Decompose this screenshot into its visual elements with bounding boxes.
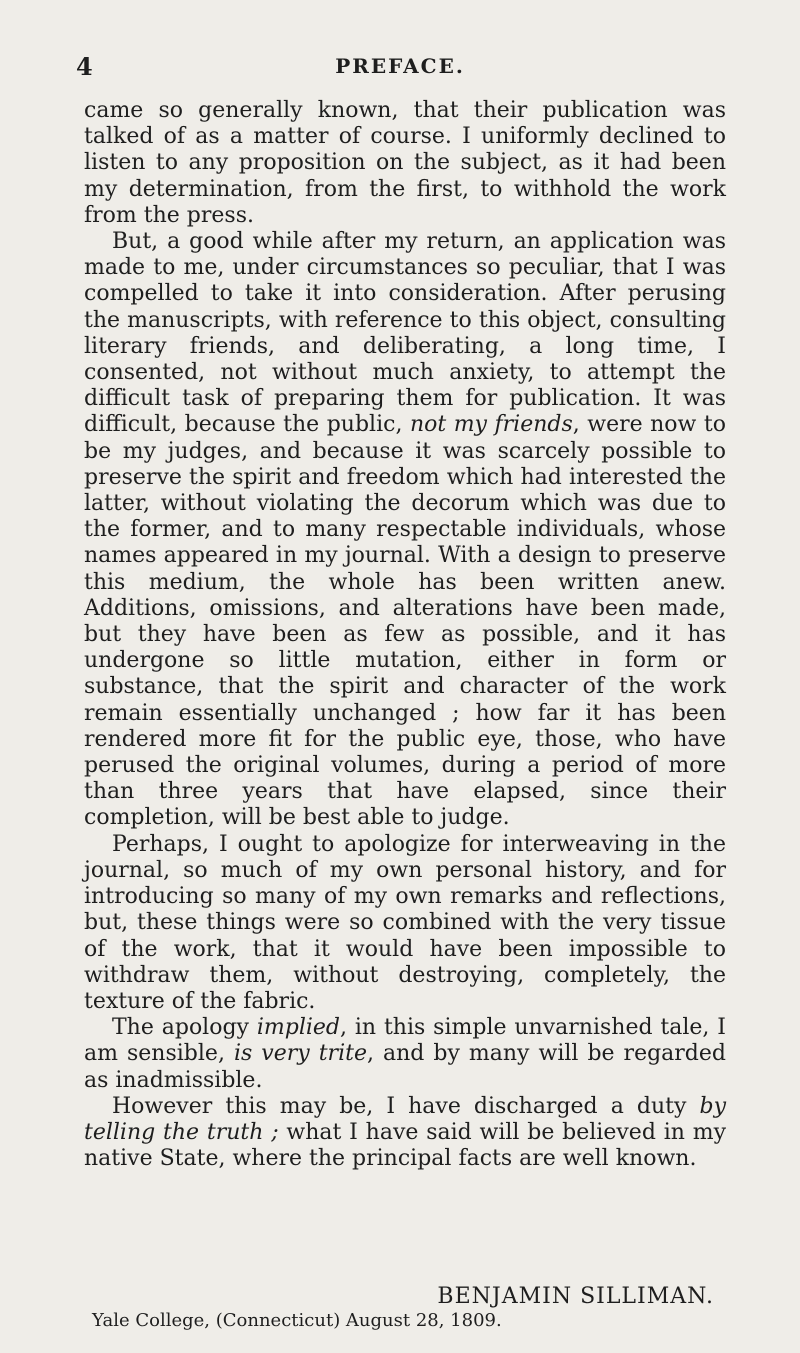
preface-body xyxy=(84,98,726,1172)
text-segment: The apology xyxy=(112,1015,257,1041)
text-segment: , were now to be my judges, and because it was scarcely possible to preserve the spirit and freedom which had interested the latter, without violating the decorum which was due to the former, and to many respectable individuals, whose names appeared in my journal. With a design to preserve this medium, the whole has been written anew. Additions, omissions, and alterations have been made, but they have been as few as possible, and it has undergone so little mutation, either in form or substance, that the spirit and character of the work remain essentially unchanged ; how far it has been rendered more fit for the public eye, those, who have perused the original volumes, during a period of more than three years that have elapsed, since their completion, will be best able to judge. xyxy=(84,412,726,831)
page-header xyxy=(76,52,724,84)
text-segment: However this may be, I have discharged a duty xyxy=(112,1093,700,1119)
page-number: 4 xyxy=(76,52,93,81)
text-segment: , in this simple unvarnished tale, I am sensible, xyxy=(84,1015,726,1067)
text-segment: what I have said will be believed in my native State, where the principal facts are well known. xyxy=(84,1119,726,1172)
text-segment: Perhaps, I ought to apologize for interweaving in the journal, so much of my own personal history, and for introducing so many of my own remarks and reflections, but, these things were so combined with the very tissue of the work, that it would have been impossible to withdraw them, without destroying, completely, the texture of the fabric. xyxy=(84,831,726,1014)
text-segment: , and by many will be regarded as inadmissible. xyxy=(84,1041,726,1093)
running-head: PREFACE. xyxy=(335,54,465,78)
paragraph xyxy=(84,98,726,229)
author-signature: BENJAMIN SILLIMAN. xyxy=(437,1284,714,1309)
italic-text: is very trite xyxy=(233,1041,367,1067)
paragraph xyxy=(84,229,726,832)
paragraph xyxy=(84,832,726,1015)
text-segment: came so generally known, that their publication was talked of as a matter of course. I uniformly declined to listen to any proposition on the subject, as it had been my determination, from the first, to withhold the work from the press. xyxy=(84,98,726,228)
italic-text: implied xyxy=(256,1015,341,1041)
dateline: Yale College, (Connecticut) August 28, 1809. xyxy=(92,1310,502,1331)
paragraph xyxy=(84,1015,726,1094)
paragraph xyxy=(84,1094,726,1173)
italic-text: not my friends xyxy=(409,412,573,438)
text-segment: But, a good while after my return, an application was made to me, under circumstances so peculiar, that I was compelled to take it into consideration. After perusing the manuscripts, with reference to this object, consulting literary friends, and deliberating, a long time, I consented, not without much anxiety, to attempt the difficult task of preparing them for publication. It was difficult, because the public, xyxy=(84,229,726,438)
italic-text: by telling the truth ; xyxy=(84,1093,726,1145)
